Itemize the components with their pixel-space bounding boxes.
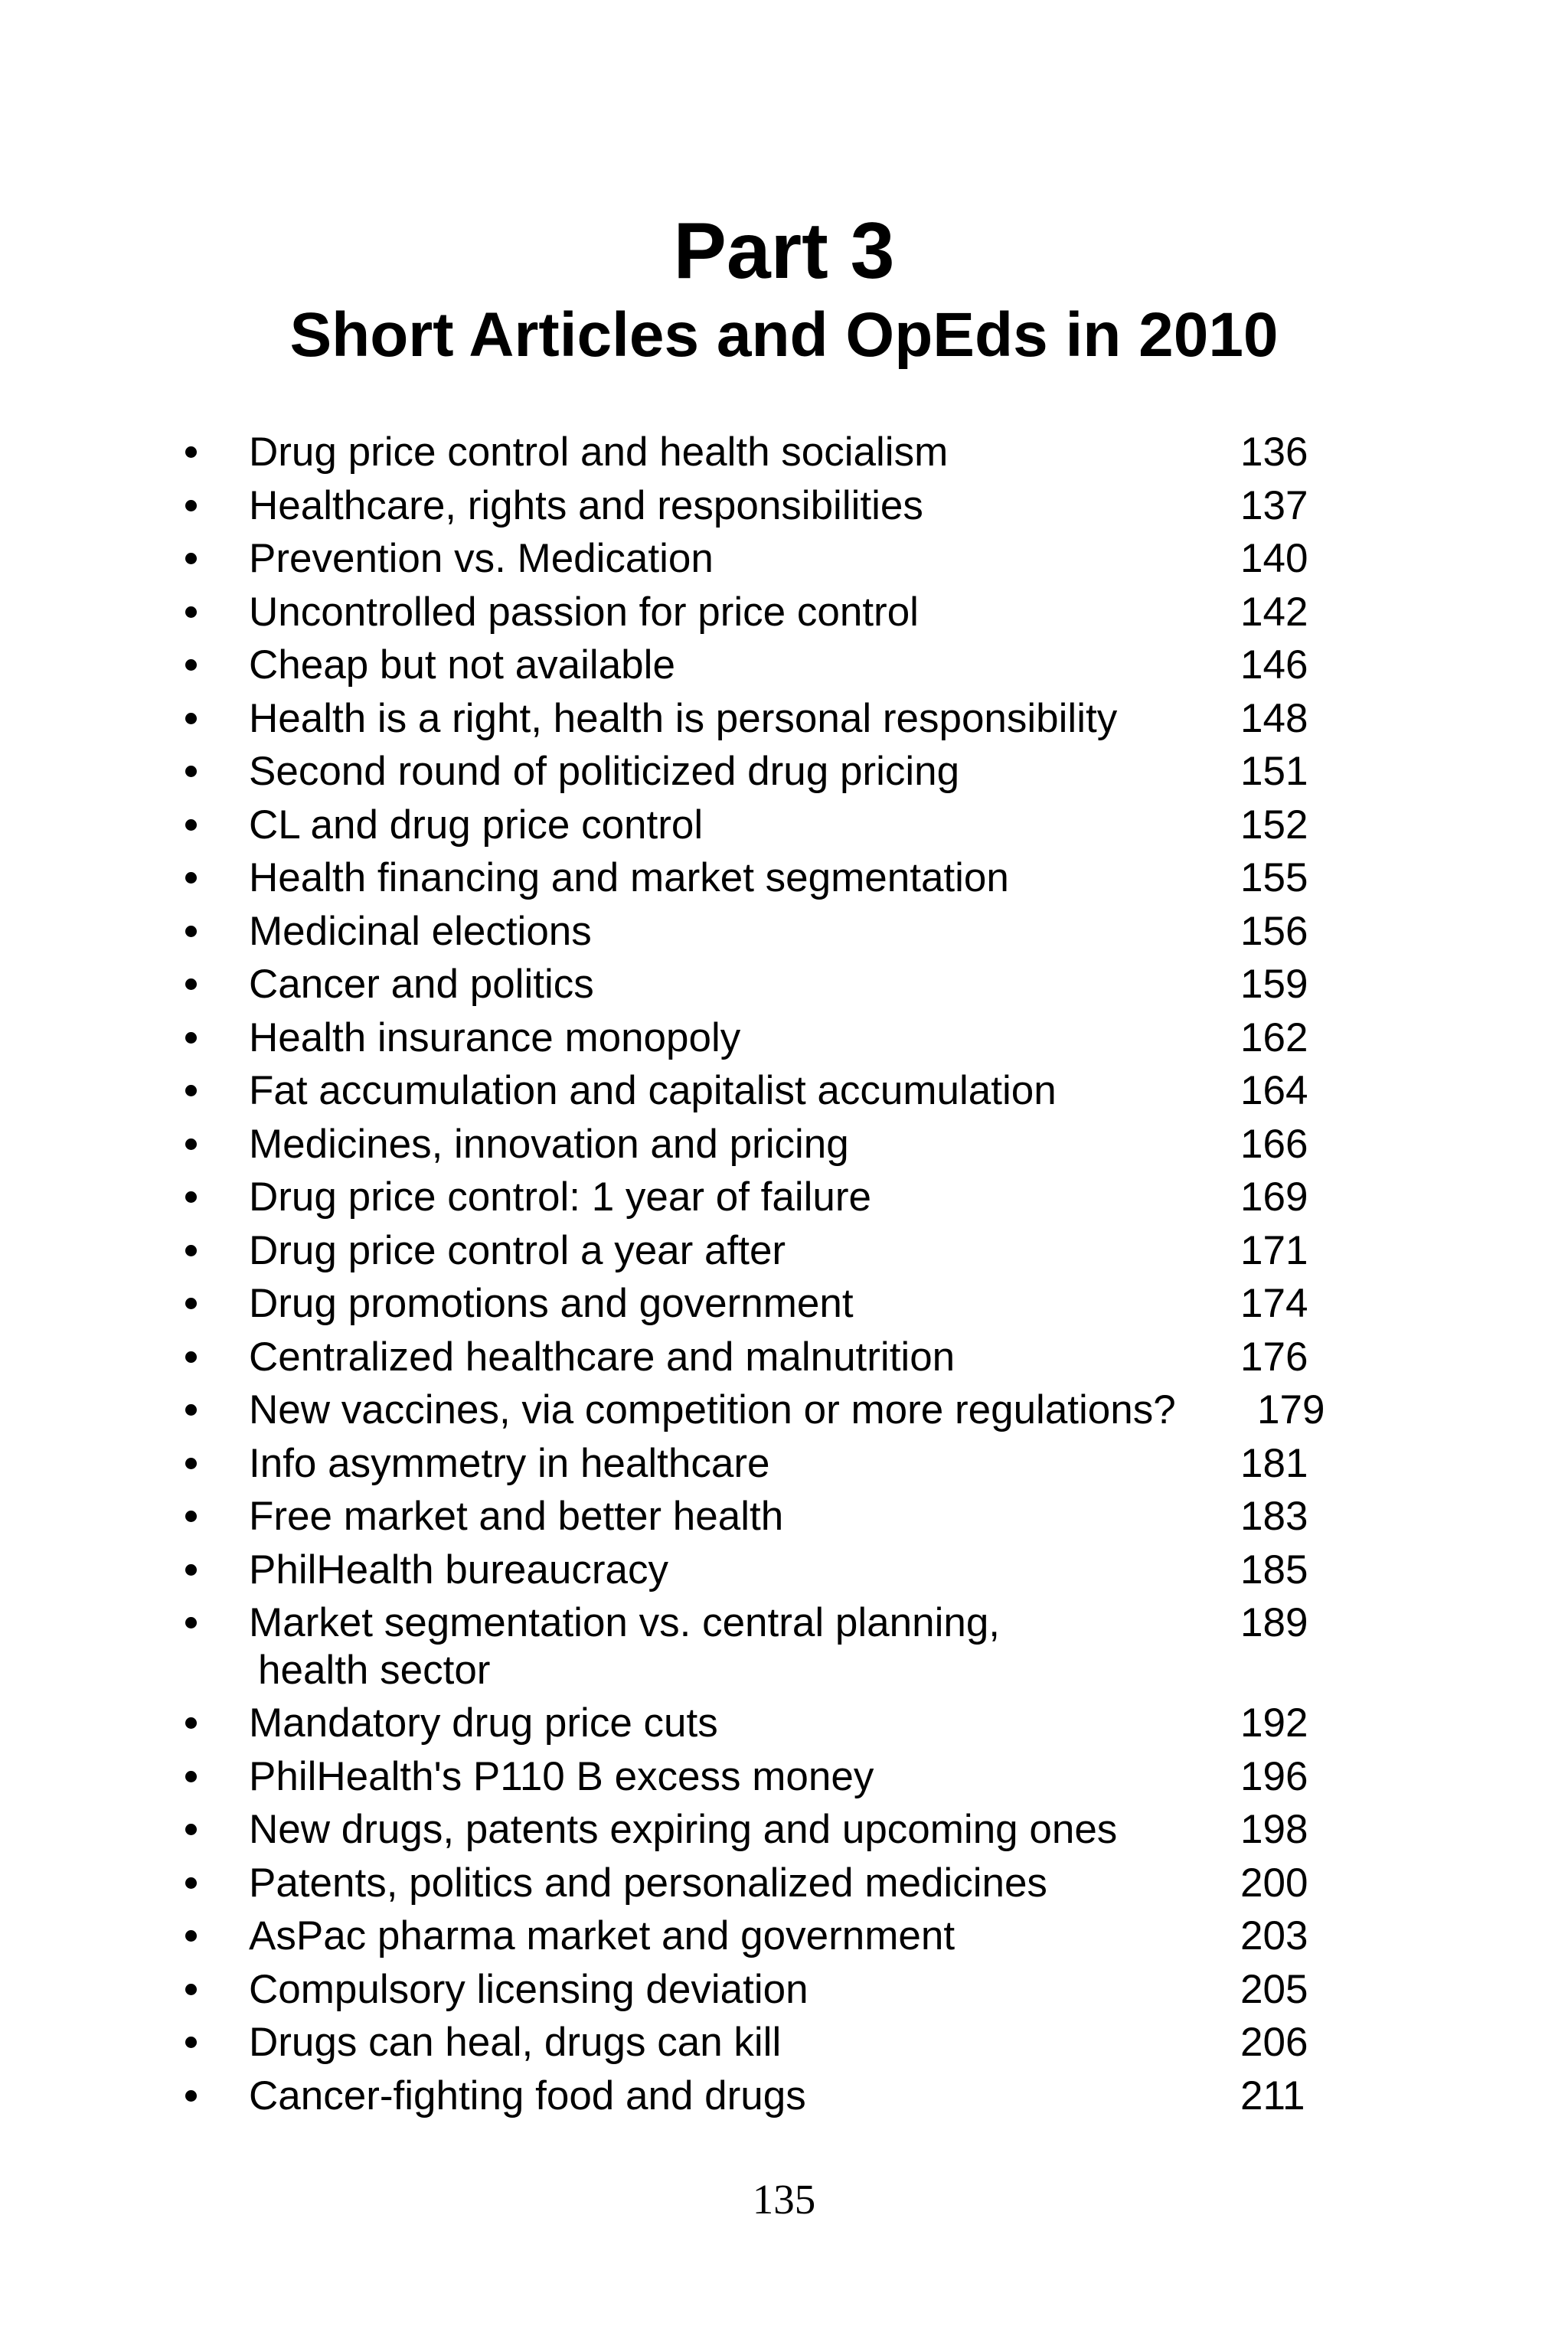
toc-item-page: 162 xyxy=(1240,1014,1308,1060)
toc-item-title: Health insurance monopoly xyxy=(249,1014,741,1060)
bullet-icon xyxy=(185,1617,197,1628)
toc-item-page: 142 xyxy=(1240,589,1308,635)
toc-item-title: New vaccines, via competition or more regulations? xyxy=(249,1387,1176,1432)
bullet-icon xyxy=(185,1824,197,1835)
toc-item-page: 169 xyxy=(1240,1174,1308,1220)
toc-item-title: Free market and better health xyxy=(249,1494,784,1539)
toc-item xyxy=(0,532,1568,586)
toc-item xyxy=(0,1277,1568,1331)
toc-item-page: 152 xyxy=(1240,802,1308,848)
bullet-icon xyxy=(185,1191,197,1203)
toc-item-page: 174 xyxy=(1240,1281,1308,1326)
bullet-icon xyxy=(185,446,197,458)
bullet-icon xyxy=(185,1717,197,1729)
toc-item-title: Drug promotions and government xyxy=(249,1281,854,1326)
toc-item xyxy=(0,1857,1568,1910)
table-of-contents xyxy=(0,426,1568,2122)
toc-item-page: 205 xyxy=(1240,1966,1308,2012)
toc-item-title: Health financing and market segmentation xyxy=(249,855,1009,900)
bullet-icon xyxy=(185,1404,197,1416)
bullet-icon xyxy=(185,1771,197,1782)
bullet-icon xyxy=(185,1984,197,1995)
toc-item xyxy=(0,1224,1568,1278)
toc-item-page: 140 xyxy=(1240,536,1308,581)
bullet-icon xyxy=(185,606,197,618)
toc-item xyxy=(0,958,1568,1011)
toc-item-title: Healthcare, rights and responsibilities xyxy=(249,482,923,528)
toc-item-title: AsPac pharma market and government xyxy=(249,1913,956,1958)
toc-item xyxy=(0,851,1568,905)
bullet-icon xyxy=(185,1564,197,1576)
toc-item-page: 151 xyxy=(1240,749,1308,794)
toc-item-page: 206 xyxy=(1240,2020,1308,2065)
toc-item-title: Drug price control a year after xyxy=(249,1227,786,1273)
part-title: Part 3 xyxy=(673,207,895,296)
toc-item xyxy=(0,1909,1568,1963)
part-subtitle: Short Articles and OpEds in 2010 xyxy=(289,300,1279,370)
toc-item-title-continuation: health sector xyxy=(258,1648,491,1693)
bullet-icon xyxy=(185,926,197,937)
toc-item-page: 171 xyxy=(1240,1227,1308,1273)
toc-item-title: Market segmentation vs. central planning, xyxy=(249,1600,1001,1645)
toc-item xyxy=(0,1011,1568,1065)
bullet-icon xyxy=(185,1511,197,1522)
toc-item-title: Health is a right, health is personal responsibility xyxy=(249,695,1118,741)
bullet-icon xyxy=(185,1245,197,1256)
bullet-icon xyxy=(185,2090,197,2102)
bullet-icon xyxy=(185,978,197,990)
toc-item-title: Centralized healthcare and malnutrition xyxy=(249,1334,956,1380)
toc-item-page: 155 xyxy=(1240,855,1308,900)
toc-item-title: Medicinal elections xyxy=(249,908,592,954)
toc-item-page: 211 xyxy=(1240,2073,1305,2118)
toc-item-title: Cancer and politics xyxy=(249,962,594,1007)
toc-item xyxy=(0,2069,1568,2123)
toc-item-title: Cancer-fighting food and drugs xyxy=(249,2073,806,2118)
toc-item xyxy=(0,1697,1568,1750)
toc-item-title: Medicines, innovation and pricing xyxy=(249,1121,849,1167)
toc-item xyxy=(0,905,1568,959)
toc-item xyxy=(0,639,1568,692)
toc-item-page: 196 xyxy=(1240,1753,1308,1799)
bullet-icon xyxy=(185,1085,197,1096)
bullet-icon xyxy=(185,819,197,831)
toc-item-page: 148 xyxy=(1240,695,1308,741)
toc-item-page: 183 xyxy=(1240,1494,1308,1539)
toc-item xyxy=(0,479,1568,533)
bullet-icon xyxy=(185,766,197,777)
toc-item-title: PhilHealth bureaucracy xyxy=(249,1547,668,1592)
toc-item xyxy=(0,1437,1568,1491)
toc-item xyxy=(0,799,1568,852)
toc-item-title: PhilHealth's P110 B excess money xyxy=(249,1753,874,1799)
toc-item xyxy=(0,1490,1568,1544)
toc-item-page: 181 xyxy=(1240,1440,1308,1486)
toc-item xyxy=(0,1750,1568,1804)
bullet-icon xyxy=(185,713,197,724)
toc-item-title: Drug price control and health socialism xyxy=(249,430,949,475)
toc-item-page: 185 xyxy=(1240,1547,1308,1592)
toc-item-title: Drugs can heal, drugs can kill xyxy=(249,2020,782,2065)
toc-item-title: Second round of politicized drug pricing xyxy=(249,749,960,794)
toc-item-title: Fat accumulation and capitalist accumulation xyxy=(249,1068,1057,1113)
bullet-icon xyxy=(185,1298,197,1309)
toc-item-title: Compulsory licensing deviation xyxy=(249,1966,808,2012)
bullet-icon xyxy=(185,872,197,884)
toc-item xyxy=(0,1803,1568,1857)
toc-item-title: Patents, politics and personalized medicines xyxy=(249,1860,1047,1906)
toc-item-page: 159 xyxy=(1240,962,1308,1007)
toc-item-page: 176 xyxy=(1240,1334,1308,1380)
toc-item-page: 189 xyxy=(1240,1600,1308,1645)
page-number: 135 xyxy=(752,2176,816,2223)
toc-item-page: 179 xyxy=(1257,1387,1325,1432)
bullet-icon xyxy=(185,1138,197,1150)
toc-item-page: 192 xyxy=(1240,1700,1308,1746)
toc-item xyxy=(0,2016,1568,2069)
bullet-icon xyxy=(185,1930,197,1942)
toc-item-title: New drugs, patents expiring and upcoming ones xyxy=(249,1807,1118,1852)
toc-item xyxy=(0,1544,1568,1597)
toc-item-page: 146 xyxy=(1240,642,1308,688)
bullet-icon xyxy=(185,1351,197,1363)
bullet-icon xyxy=(185,500,197,511)
toc-item xyxy=(0,1331,1568,1384)
toc-item xyxy=(0,1963,1568,2017)
bullet-icon xyxy=(185,2037,197,2048)
bullet-icon xyxy=(185,659,197,671)
toc-item xyxy=(0,1383,1568,1437)
toc-item-title: Info asymmetry in healthcare xyxy=(249,1440,770,1486)
bullet-icon xyxy=(185,1877,197,1889)
toc-item-title: Cheap but not available xyxy=(249,642,675,688)
toc-item-page: 164 xyxy=(1240,1068,1308,1113)
toc-item-title: Uncontrolled passion for price control xyxy=(249,589,919,635)
toc-item xyxy=(0,1064,1568,1118)
toc-item xyxy=(0,1596,1568,1697)
toc-item-page: 198 xyxy=(1240,1807,1308,1852)
toc-item-page: 200 xyxy=(1240,1860,1308,1906)
toc-item xyxy=(0,692,1568,746)
bullet-icon xyxy=(185,1458,197,1469)
toc-item xyxy=(0,1171,1568,1224)
toc-item-title: Mandatory drug price cuts xyxy=(249,1700,718,1746)
toc-item xyxy=(0,1118,1568,1171)
toc-item xyxy=(0,586,1568,639)
toc-item-title: CL and drug price control xyxy=(249,802,704,848)
toc-item-page: 137 xyxy=(1240,482,1308,528)
toc-item-page: 203 xyxy=(1240,1913,1308,1958)
toc-item-page: 166 xyxy=(1240,1121,1308,1167)
bullet-icon xyxy=(185,553,197,564)
toc-item-page: 136 xyxy=(1240,430,1308,475)
toc-item xyxy=(0,426,1568,479)
toc-item-title: Prevention vs. Medication xyxy=(249,536,714,581)
toc-item xyxy=(0,745,1568,799)
toc-item-title: Drug price control: 1 year of failure xyxy=(249,1174,872,1220)
bullet-icon xyxy=(185,1032,197,1044)
toc-item-page: 156 xyxy=(1240,908,1308,954)
